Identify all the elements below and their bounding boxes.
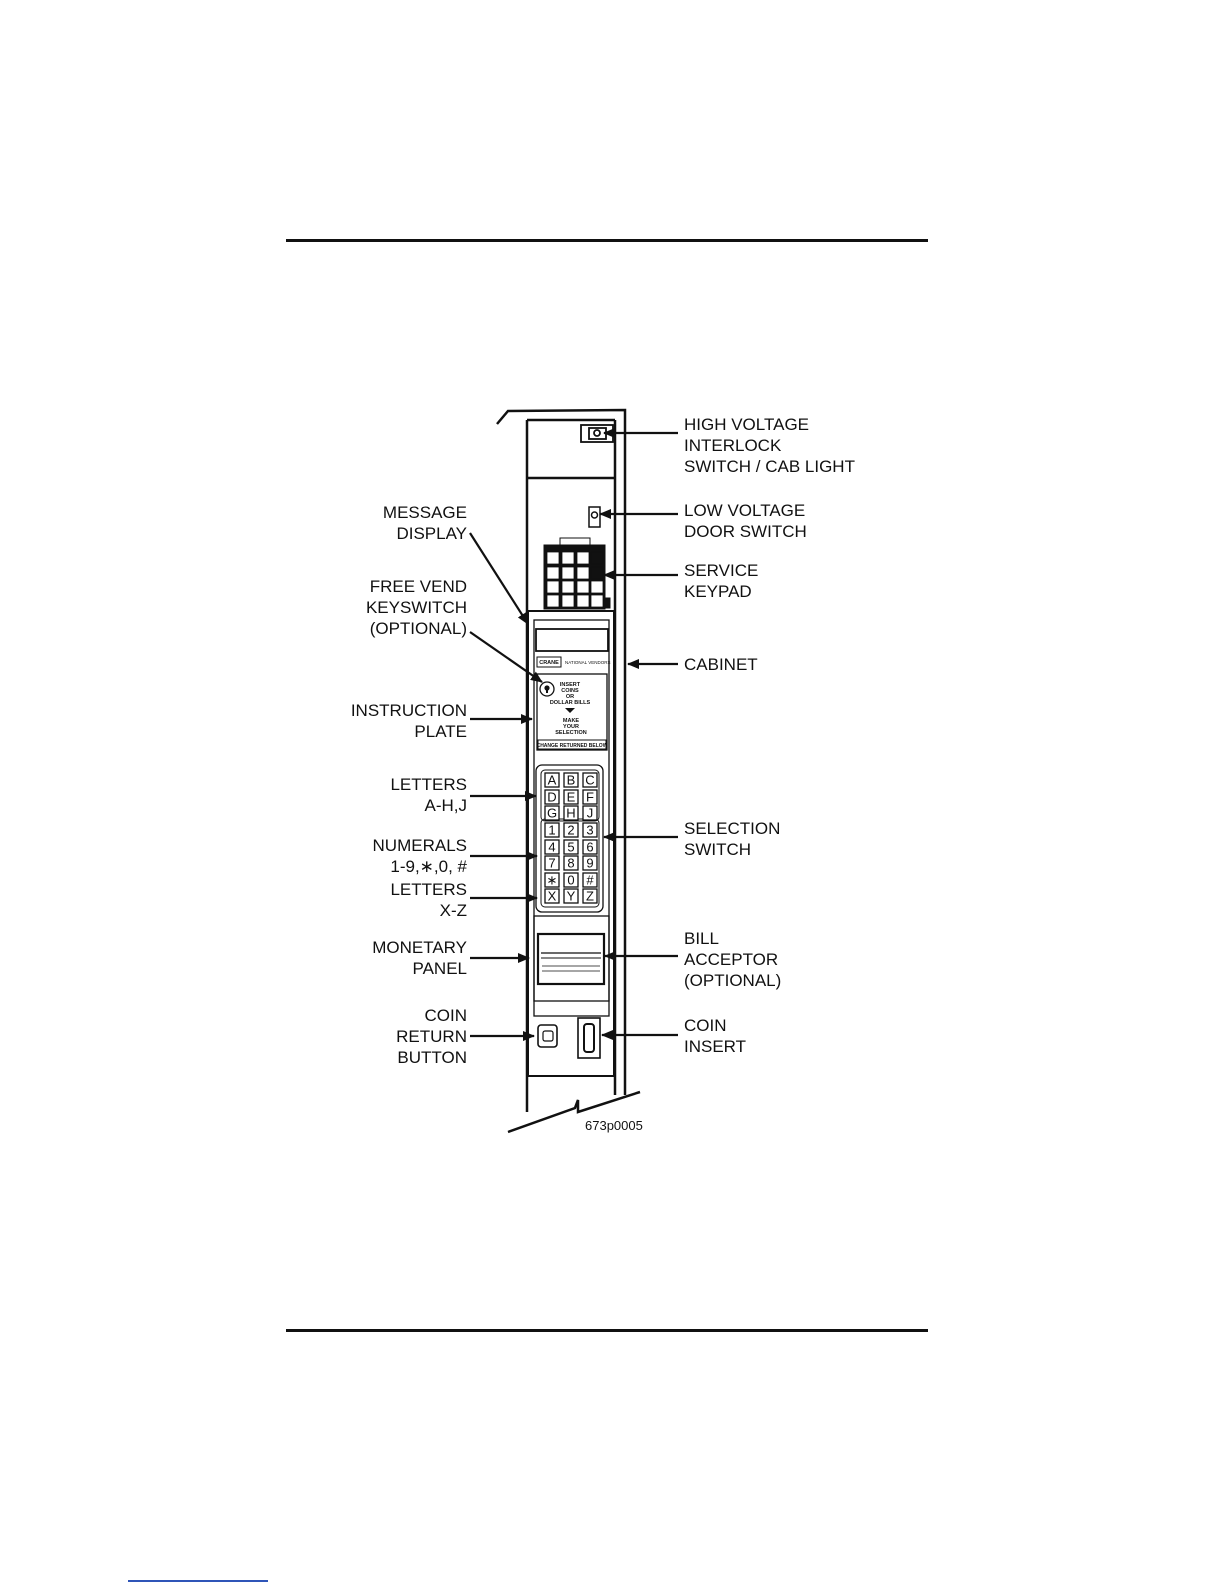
label-cabinet: CABINET	[684, 655, 758, 674]
change-returned-text: CHANGE RETURNED BELOW	[536, 743, 608, 749]
label-coin-return-3: BUTTON	[397, 1048, 467, 1067]
label-free-vend-2: KEYSWITCH	[365, 598, 467, 617]
label-service-keypad-1: SERVICE	[684, 561, 759, 580]
key-2[interactable]	[564, 823, 578, 838]
svg-text:1: 1	[548, 822, 556, 838]
svg-text:4: 4	[548, 839, 556, 855]
instruction-line-3: OR	[565, 694, 575, 700]
key-5[interactable]	[564, 840, 578, 855]
key-hash[interactable]	[583, 873, 597, 888]
label-high-voltage-1: HIGH VOLTAGE	[684, 415, 810, 434]
svg-text:6: 6	[586, 839, 594, 855]
label-coin-return-2: RETURN	[396, 1027, 467, 1046]
key-D[interactable]	[545, 790, 559, 805]
key-F[interactable]	[583, 790, 597, 805]
selection-keypad	[536, 765, 603, 912]
label-bill-acceptor-3: (OPTIONAL)	[684, 971, 782, 990]
label-numerals-2: 1-9,∗,0, #	[390, 857, 467, 876]
key-X[interactable]	[545, 889, 559, 904]
label-monetary-1: MONETARY	[372, 938, 467, 957]
key-1[interactable]	[545, 823, 559, 838]
figure-id: 673p0005	[585, 1118, 643, 1133]
label-free-vend-3: (OPTIONAL)	[369, 619, 467, 638]
instruction-line-5: MAKE	[562, 718, 580, 724]
svg-text:3: 3	[586, 822, 594, 838]
instruction-line-7: SELECTION	[555, 730, 587, 736]
label-message-display-1: MESSAGE	[382, 503, 467, 522]
svg-text:2: 2	[567, 822, 575, 838]
svg-text:B: B	[566, 772, 576, 788]
label-coin-insert-2: INSERT	[684, 1037, 747, 1056]
key-star[interactable]	[545, 873, 559, 888]
label-bill-acceptor-1: BILL	[684, 929, 719, 948]
key-6[interactable]	[583, 840, 597, 855]
key-3[interactable]	[583, 823, 597, 838]
svg-text:X: X	[547, 888, 557, 904]
label-letters-ahj-2: A-H,J	[424, 796, 467, 815]
label-letters-xz-2: X-Z	[439, 901, 467, 920]
coin-return-button	[538, 1025, 557, 1047]
svg-text:D: D	[547, 789, 557, 805]
label-letters-ahj-1: LETTERS	[390, 775, 467, 794]
key-0[interactable]	[564, 873, 578, 888]
label-low-voltage-2: DOOR SWITCH	[684, 522, 807, 541]
key-Z[interactable]	[583, 889, 597, 904]
svg-text:0: 0	[567, 872, 575, 888]
svg-text:8: 8	[567, 855, 575, 871]
svg-text:#: #	[586, 872, 594, 888]
label-letters-xz-1: LETTERS	[390, 880, 467, 899]
key-4[interactable]	[545, 840, 559, 855]
coin-insert	[578, 1018, 600, 1058]
key-C[interactable]	[583, 773, 597, 788]
key-8[interactable]	[564, 856, 578, 871]
monetary-panel	[534, 916, 609, 1001]
label-selection-switch-2: SWITCH	[684, 840, 752, 859]
key-Y[interactable]	[564, 889, 578, 904]
left-labels	[351, 503, 468, 1067]
brand-plate	[537, 657, 611, 667]
key-J[interactable]	[583, 806, 597, 821]
label-selection-switch-1: SELECTION	[684, 819, 781, 838]
key-G[interactable]	[545, 806, 559, 821]
svg-text:C: C	[585, 772, 595, 788]
bill-acceptor	[538, 934, 604, 984]
label-instruction-2: PLATE	[414, 722, 467, 741]
svg-text:7: 7	[548, 855, 556, 871]
instruction-line-6: YOUR	[563, 724, 579, 730]
label-message-display-2: DISPLAY	[396, 524, 467, 543]
svg-text:Z: Z	[586, 888, 594, 904]
svg-text:A: A	[547, 772, 557, 788]
svg-text:5: 5	[567, 839, 575, 855]
label-bill-acceptor-2: ACCEPTOR	[684, 950, 779, 969]
label-high-voltage-3: SWITCH / CAB LIGHT	[684, 457, 855, 476]
label-high-voltage-2: INTERLOCK	[684, 436, 782, 455]
message-display	[536, 629, 608, 651]
label-service-keypad-2: KEYPAD	[684, 582, 752, 601]
label-free-vend-1: FREE VEND	[369, 577, 467, 596]
key-E[interactable]	[564, 790, 578, 805]
label-numerals-1: NUMERALS	[372, 836, 467, 855]
key-A[interactable]	[545, 773, 559, 788]
label-low-voltage-1: LOW VOLTAGE	[684, 501, 806, 520]
key-H[interactable]	[564, 806, 578, 821]
svg-text:J: J	[586, 805, 594, 821]
instruction-line-4: DOLLAR BILLS	[549, 700, 591, 706]
instruction-line-1: INSERT	[559, 682, 581, 688]
label-instruction-1: INSTRUCTION	[350, 701, 467, 720]
low-voltage-switch	[589, 507, 600, 527]
instruction-line-2: COINS	[561, 688, 579, 694]
brand-sub: NATIONAL VENDORS	[565, 660, 611, 665]
label-coin-return-1: COIN	[424, 1006, 467, 1025]
svg-text:H: H	[566, 805, 576, 821]
key-B[interactable]	[564, 773, 578, 788]
label-coin-insert-1: COIN	[684, 1016, 727, 1035]
svg-text:G: G	[546, 805, 558, 821]
svg-text:F: F	[586, 789, 594, 805]
right-labels	[684, 415, 855, 1056]
svg-text:9: 9	[586, 855, 594, 871]
service-keypad	[544, 538, 610, 609]
svg-text:∗: ∗	[546, 872, 558, 888]
instruction-plate	[537, 674, 608, 750]
svg-text:Y: Y	[566, 888, 576, 904]
label-monetary-2: PANEL	[412, 959, 467, 978]
brand-name: CRANE	[539, 660, 559, 666]
key-7[interactable]	[545, 856, 559, 871]
key-9[interactable]	[583, 856, 597, 871]
svg-text:E: E	[566, 789, 576, 805]
cabinet-outline	[497, 410, 640, 1132]
